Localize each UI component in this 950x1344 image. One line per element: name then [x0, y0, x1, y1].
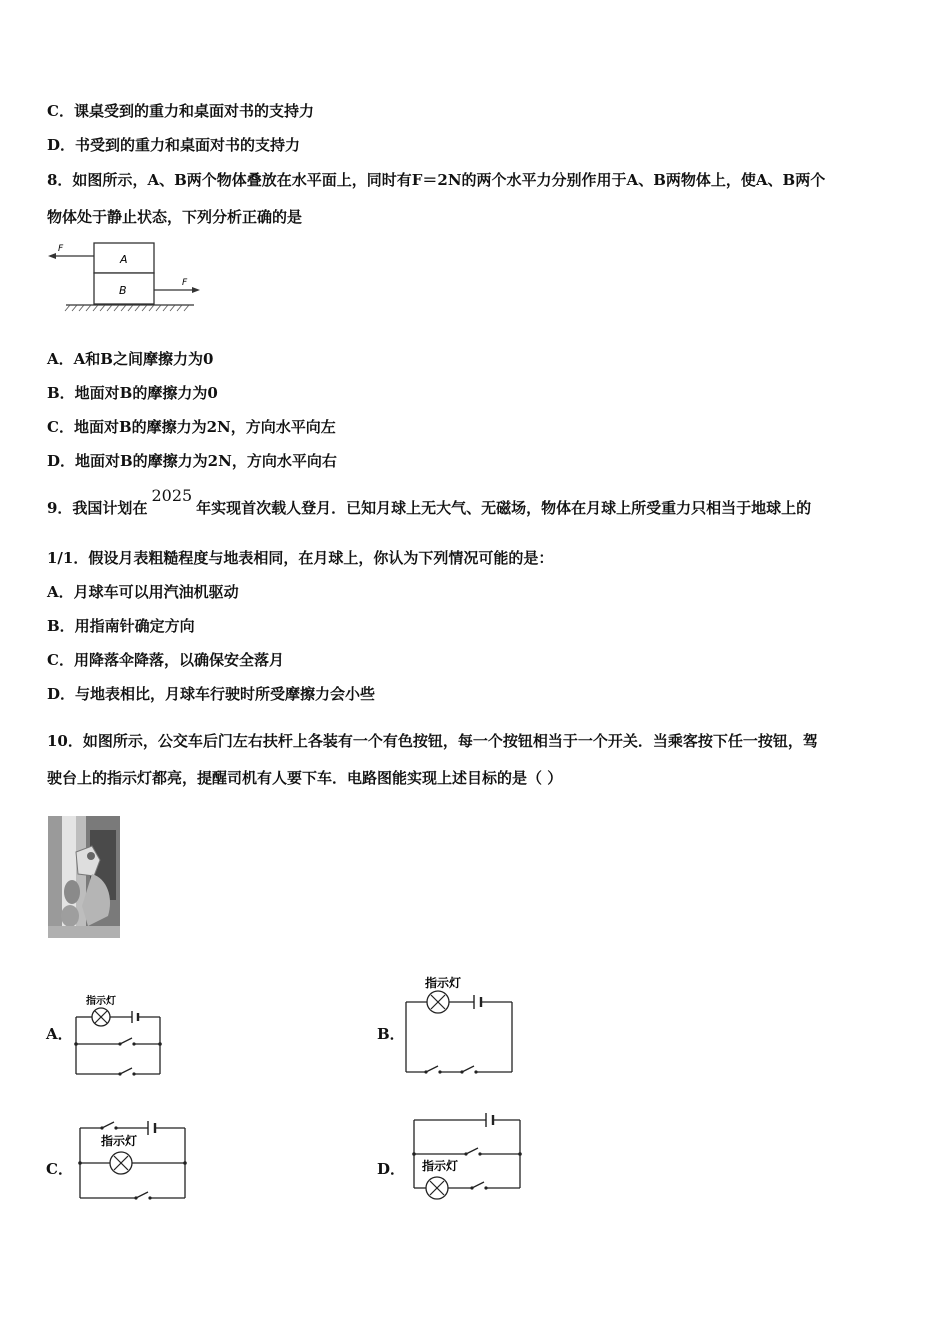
circuit-b-lamp-label: 指示灯	[425, 976, 462, 990]
bus-handrail-photo	[48, 816, 120, 938]
force-right-arrowhead	[192, 287, 200, 293]
circuit-c-diagram	[74, 1110, 194, 1202]
circuit-b-diagram	[400, 970, 520, 1078]
circuit-a-diagram	[70, 990, 170, 1078]
q9-year: 2025	[151, 486, 193, 505]
q9-option-d: D．与地表相比，月球车行驶时所受摩擦力会小些	[47, 685, 376, 703]
q9-stem-line1	[47, 486, 812, 518]
circuit-d-label: D．	[377, 1160, 406, 1178]
q9-stem-pre: 9．我国计划在	[47, 499, 148, 517]
force-right-label: F	[182, 278, 188, 288]
q9-option-a: A．月球车可以用汽油机驱动	[47, 583, 239, 601]
circuit-a-label: A．	[46, 1025, 73, 1043]
q7-option-c: C．课桌受到的重力和桌面对书的支持力	[47, 102, 314, 120]
q8-blocks-figure	[44, 240, 204, 315]
ground-hatching	[65, 305, 189, 311]
q8-stem-line1: 8．如图所示，A、B两个物体叠放在水平面上，同时有F＝2N的两个水平力分别作用于A、B两物体上，使A、B两个	[47, 171, 826, 189]
q10-stem-line2: 驶台上的指示灯都亮，提醒司机有人要下车．电路图能实现上述目标的是（ ）	[47, 769, 563, 787]
block-a-label: A	[120, 253, 128, 266]
q8-stem-line2: 物体处于静止状态，下列分析正确的是	[47, 208, 303, 226]
q9-option-c: C．用降落伞降落，以确保安全落月	[47, 651, 284, 669]
circuit-a-lamp-label: 指示灯	[86, 996, 116, 1007]
q8-option-a: A．A和B之间摩擦力为0	[47, 350, 214, 368]
q7-option-d: D．书受到的重力和桌面对书的支持力	[47, 136, 301, 154]
q9-stem-post: 年实现首次载人登月．已知月球上无大气、无磁场，物体在月球上所受重力只相当于地球上的	[196, 499, 812, 517]
q8-option-b: B．地面对B的摩擦力为0	[47, 384, 218, 402]
q10-stem-line1: 10．如图所示，公交车后门左右扶杆上各装有一个有色按钮，每一个按钮相当于一个开关．当乘客按下任一按钮，驾	[47, 732, 818, 750]
circuit-d-diagram	[408, 1104, 528, 1202]
q8-option-c: C．地面对B的摩擦力为2N，方向水平向左	[47, 418, 336, 436]
q9-option-b: B．用指南针确定方向	[47, 617, 195, 635]
circuit-d-lamp-label: 指示灯	[422, 1159, 459, 1173]
force-left-arrowhead	[48, 253, 56, 259]
q8-option-d: D．地面对B的摩擦力为2N，方向水平向右	[47, 452, 337, 470]
circuit-c-lamp-label: 指示灯	[101, 1134, 138, 1148]
circuit-b-label: B．	[377, 1025, 405, 1043]
force-left-label: F	[58, 244, 64, 254]
circuit-c-label: C．	[46, 1160, 73, 1178]
block-b-label: B	[119, 284, 127, 297]
q9-stem-line2: 1/1．假设月表粗糙程度与地表相同，在月球上，你认为下列情况可能的是：	[47, 549, 554, 567]
